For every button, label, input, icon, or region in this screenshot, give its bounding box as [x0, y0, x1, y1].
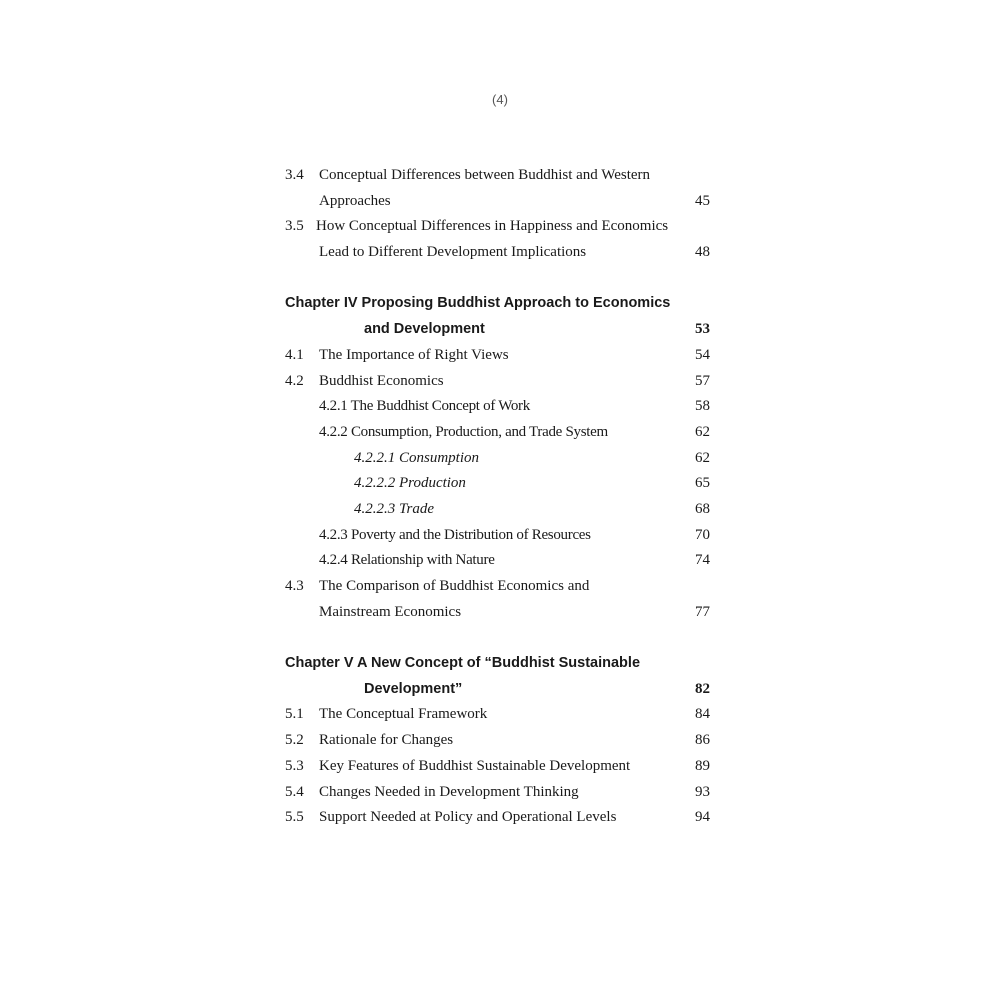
- page-ref: 62: [695, 423, 710, 440]
- toc-entry-4-3-cont: [285, 600, 710, 626]
- section-number: 4.1: [285, 346, 304, 363]
- toc-entry-5-5: [285, 805, 710, 831]
- page-ref: 58: [695, 398, 710, 415]
- chapter-title-continued: and Development: [364, 321, 485, 338]
- page-ref: 65: [695, 475, 710, 492]
- subsection-title: 4.2.4 Relationship with Nature: [319, 552, 495, 569]
- toc-entry-4-2-2-2: [285, 471, 710, 497]
- section-title: The Conceptual Framework: [319, 706, 488, 723]
- toc-entry-3-5: [285, 214, 710, 240]
- section-title: Support Needed at Policy and Operational Levels: [319, 809, 617, 826]
- section-title-continued: Mainstream Economics: [319, 603, 462, 620]
- subsubsection-title: 4.2.2.2 Production: [354, 475, 466, 492]
- page-ref: 82: [695, 680, 710, 697]
- page-ref: 45: [695, 192, 710, 209]
- page-ref: 54: [695, 346, 710, 363]
- toc-entry-3-5-cont: [285, 240, 710, 266]
- section-number: 5.1: [285, 706, 304, 723]
- toc-entry-4-1: [285, 343, 710, 369]
- chapter-title-continued: Development”: [364, 680, 463, 697]
- section-number: 4.2: [285, 372, 304, 389]
- section-number: 5.2: [285, 732, 304, 749]
- toc-entry-5-1: [285, 702, 710, 728]
- toc-entry-4-2-4: [285, 548, 710, 574]
- page-ref: 89: [695, 757, 710, 774]
- section-number: 5.5: [285, 809, 304, 826]
- toc-entry-4-2-2-1: [285, 446, 710, 472]
- toc-chapter-5: [285, 651, 710, 677]
- subsubsection-title: 4.2.2.1 Consumption: [354, 449, 480, 466]
- page-ref: 57: [695, 372, 710, 389]
- section-title-continued: Approaches: [319, 192, 391, 209]
- section-title: Buddhist Economics: [319, 372, 444, 389]
- toc-entry-5-3: [285, 754, 710, 780]
- toc-entry-4-2: [285, 369, 710, 395]
- page-ref: 86: [695, 732, 710, 749]
- page-ref: 70: [695, 526, 710, 543]
- section-title: The Comparison of Buddhist Economics and: [319, 578, 590, 594]
- toc-entry-4-3: [285, 574, 710, 600]
- page-ref: 48: [695, 244, 710, 261]
- section-number: 5.3: [285, 757, 304, 774]
- section-number: 3.4: [285, 167, 304, 183]
- toc-entry-3-4: [285, 163, 710, 189]
- section-number: 5.4: [285, 783, 304, 800]
- toc-chapter-5-cont: [285, 677, 710, 703]
- subsection-title: 4.2.2 Consumption, Production, and Trade System: [319, 423, 608, 440]
- page-ref: 53: [695, 321, 710, 338]
- toc-chapter-4-cont: [285, 317, 710, 343]
- toc-chapter-4: [285, 291, 710, 317]
- section-title: Key Features of Buddhist Sustainable Development: [319, 757, 631, 774]
- section-number: 3.5: [285, 218, 304, 235]
- section-title: The Importance of Right Views: [319, 346, 509, 363]
- page-ref: 84: [695, 706, 710, 723]
- toc-entry-4-2-2-3: [285, 497, 710, 523]
- toc-entry-4-2-2: [285, 420, 710, 446]
- section-title-continued: Lead to Different Development Implications: [319, 244, 587, 261]
- page-ref: 74: [695, 552, 710, 569]
- toc-entry-5-2: [285, 728, 710, 754]
- page-ref: 93: [695, 783, 710, 800]
- page-ref: 62: [695, 449, 710, 466]
- subsection-title: 4.2.3 Poverty and the Distribution of Resources: [319, 526, 591, 543]
- page-number: (4): [492, 92, 508, 107]
- subsubsection-title: 4.2.2.3 Trade: [354, 500, 435, 517]
- chapter-title: Chapter IV Proposing Buddhist Approach to Economics: [285, 295, 671, 312]
- chapter-title: Chapter V A New Concept of “Buddhist Sustainable: [285, 655, 641, 672]
- toc-entry-5-4: [285, 780, 710, 806]
- section-title: Conceptual Differences between Buddhist and Western: [319, 167, 651, 183]
- toc-entry-4-2-3: [285, 523, 710, 549]
- subsection-title: 4.2.1 The Buddhist Concept of Work: [319, 398, 530, 415]
- page-ref: 94: [695, 809, 710, 826]
- section-title: Changes Needed in Development Thinking: [319, 783, 579, 800]
- page-ref: 77: [695, 603, 710, 620]
- toc-entry-4-2-1: [285, 394, 710, 420]
- section-title: How Conceptual Differences in Happiness and Economics: [316, 218, 669, 235]
- page-ref: 68: [695, 500, 710, 517]
- toc-entry-3-4-cont: [285, 189, 710, 215]
- section-number: 4.3: [285, 578, 304, 594]
- table-of-contents: [285, 163, 710, 831]
- section-title: Rationale for Changes: [319, 732, 454, 749]
